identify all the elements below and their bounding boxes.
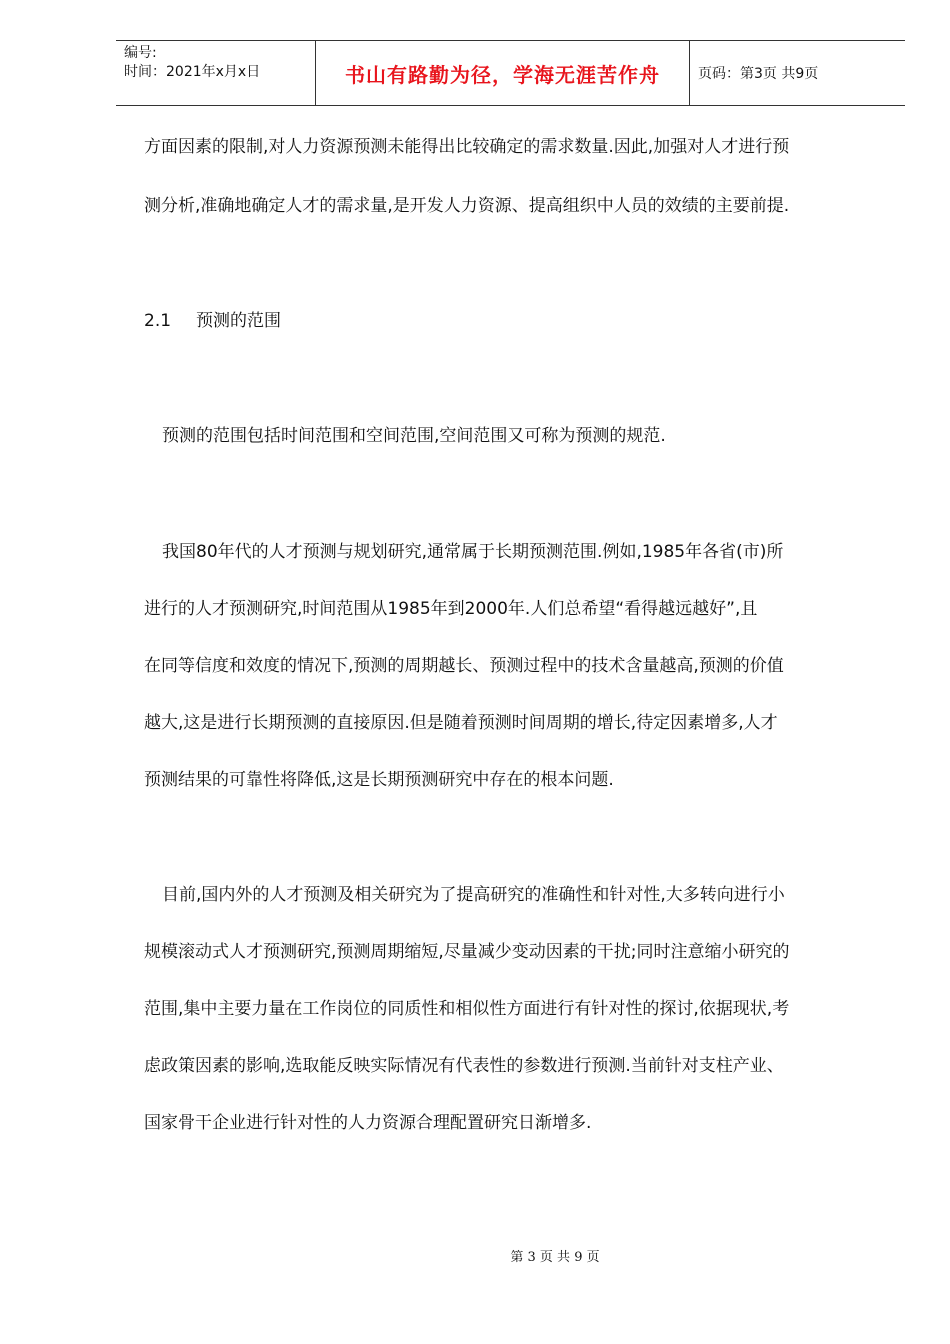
paragraph-line: 预测结果的可靠性将降低,这是长期预测研究中存在的根本问题.	[144, 770, 614, 790]
document-time-label: 时间：2021年x月x日	[124, 64, 261, 80]
page-footer: 第 3 页 共 9 页	[510, 1250, 600, 1265]
paragraph-line: 范围,集中主要力量在工作岗位的同质性和相似性方面进行有针对性的探讨,依据现状,考	[144, 999, 790, 1019]
header-motto: 书山有路勤为径，学海无涯苦作舟	[316, 41, 690, 105]
header-page-info: 页码：第3页 共9页	[698, 66, 819, 82]
section-title: 预测的范围	[196, 311, 281, 331]
paragraph-line: 进行的人才预测研究,时间范围从1985年到2000年.人们总希望“看得越远越好”,且	[144, 599, 758, 619]
section-number: 2.1	[144, 311, 172, 331]
paragraph-line: 我国80年代的人才预测与规划研究,通常属于长期预测范围.例如,1985年各省(市)所	[162, 542, 784, 562]
header-meta	[116, 41, 316, 105]
paragraph-line: 方面因素的限制,对人力资源预测未能得出比较确定的需求数量.因此,加强对人才进行预	[144, 137, 790, 157]
page-header	[116, 40, 905, 106]
document-number-label: 编号:	[124, 45, 157, 61]
paragraph-line: 虑政策因素的影响,选取能反映实际情况有代表性的参数进行预测.当前针对支柱产业、	[144, 1056, 784, 1076]
paragraph-line: 规模滚动式人才预测研究,预测周期缩短,尽量减少变动因素的干扰;同时注意缩小研究的	[144, 942, 790, 962]
paragraph-line: 在同等信度和效度的情况下,预测的周期越长、预测过程中的技术含量越高,预测的价值	[144, 656, 784, 676]
paragraph-line: 国家骨干企业进行针对性的人力资源合理配置研究日渐增多.	[144, 1113, 592, 1133]
paragraph-line: 预测的范围包括时间范围和空间范围,空间范围又可称为预测的规范.	[162, 426, 666, 446]
paragraph-line: 测分析,准确地确定人才的需求量,是开发人力资源、提高组织中人员的效绩的主要前提.	[144, 196, 790, 216]
paragraph-line: 目前,国内外的人才预测及相关研究为了提高研究的准确性和针对性,大多转向进行小	[162, 885, 785, 905]
paragraph-line: 越大,这是进行长期预测的直接原因.但是随着预测时间周期的增长,待定因素增多,人才	[144, 713, 778, 733]
